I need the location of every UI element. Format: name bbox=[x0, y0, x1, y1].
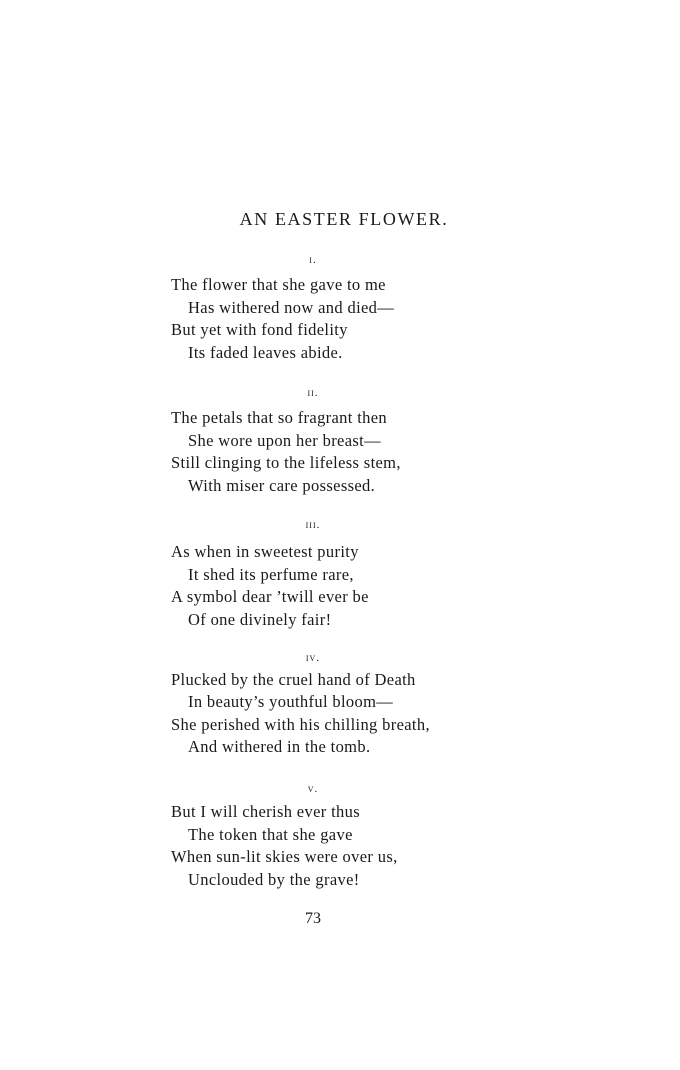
poem-line: Unclouded by the grave! bbox=[188, 870, 360, 889]
poem-line: The petals that so fragrant then bbox=[171, 408, 387, 427]
stanza-numeral: iii. bbox=[305, 519, 321, 531]
poem-line: And withered in the tomb. bbox=[188, 737, 371, 756]
poem-line: But I will cherish ever thus bbox=[171, 802, 360, 821]
poem-line: It shed its perfume rare, bbox=[188, 565, 354, 584]
poem-line: As when in sweetest purity bbox=[171, 542, 359, 561]
stanza-numeral: iv. bbox=[305, 652, 321, 664]
stanza-numeral: ii. bbox=[307, 387, 319, 399]
poem-line: In beauty’s youthful bloom— bbox=[188, 692, 394, 711]
poem-line: Has withered now and died— bbox=[188, 298, 395, 317]
poem-line: Plucked by the cruel hand of Death bbox=[171, 670, 416, 689]
poem-line: But yet with fond fidelity bbox=[171, 320, 348, 339]
poem-line: With miser care possessed. bbox=[188, 476, 376, 495]
poem-title: AN EASTER FLOWER. bbox=[239, 209, 449, 229]
poem-line: Still clinging to the lifeless stem, bbox=[171, 453, 401, 472]
poem-line: She perished with his chilling breath, bbox=[171, 715, 430, 734]
page-number: 73 bbox=[305, 910, 321, 927]
poem-line: She wore upon her breast— bbox=[188, 431, 381, 450]
poem-line: The flower that she gave to me bbox=[171, 275, 386, 294]
stanza-numeral: v. bbox=[307, 783, 319, 795]
poem-line: Its faded leaves abide. bbox=[188, 343, 343, 362]
poem-line: The token that she gave bbox=[188, 825, 353, 844]
poem-line: Of one divinely fair! bbox=[188, 610, 332, 629]
stanza-numeral: i. bbox=[309, 254, 317, 266]
poem-line: A symbol dear ’twill ever be bbox=[171, 587, 369, 606]
poem-line: When sun-lit skies were over us, bbox=[171, 847, 398, 866]
